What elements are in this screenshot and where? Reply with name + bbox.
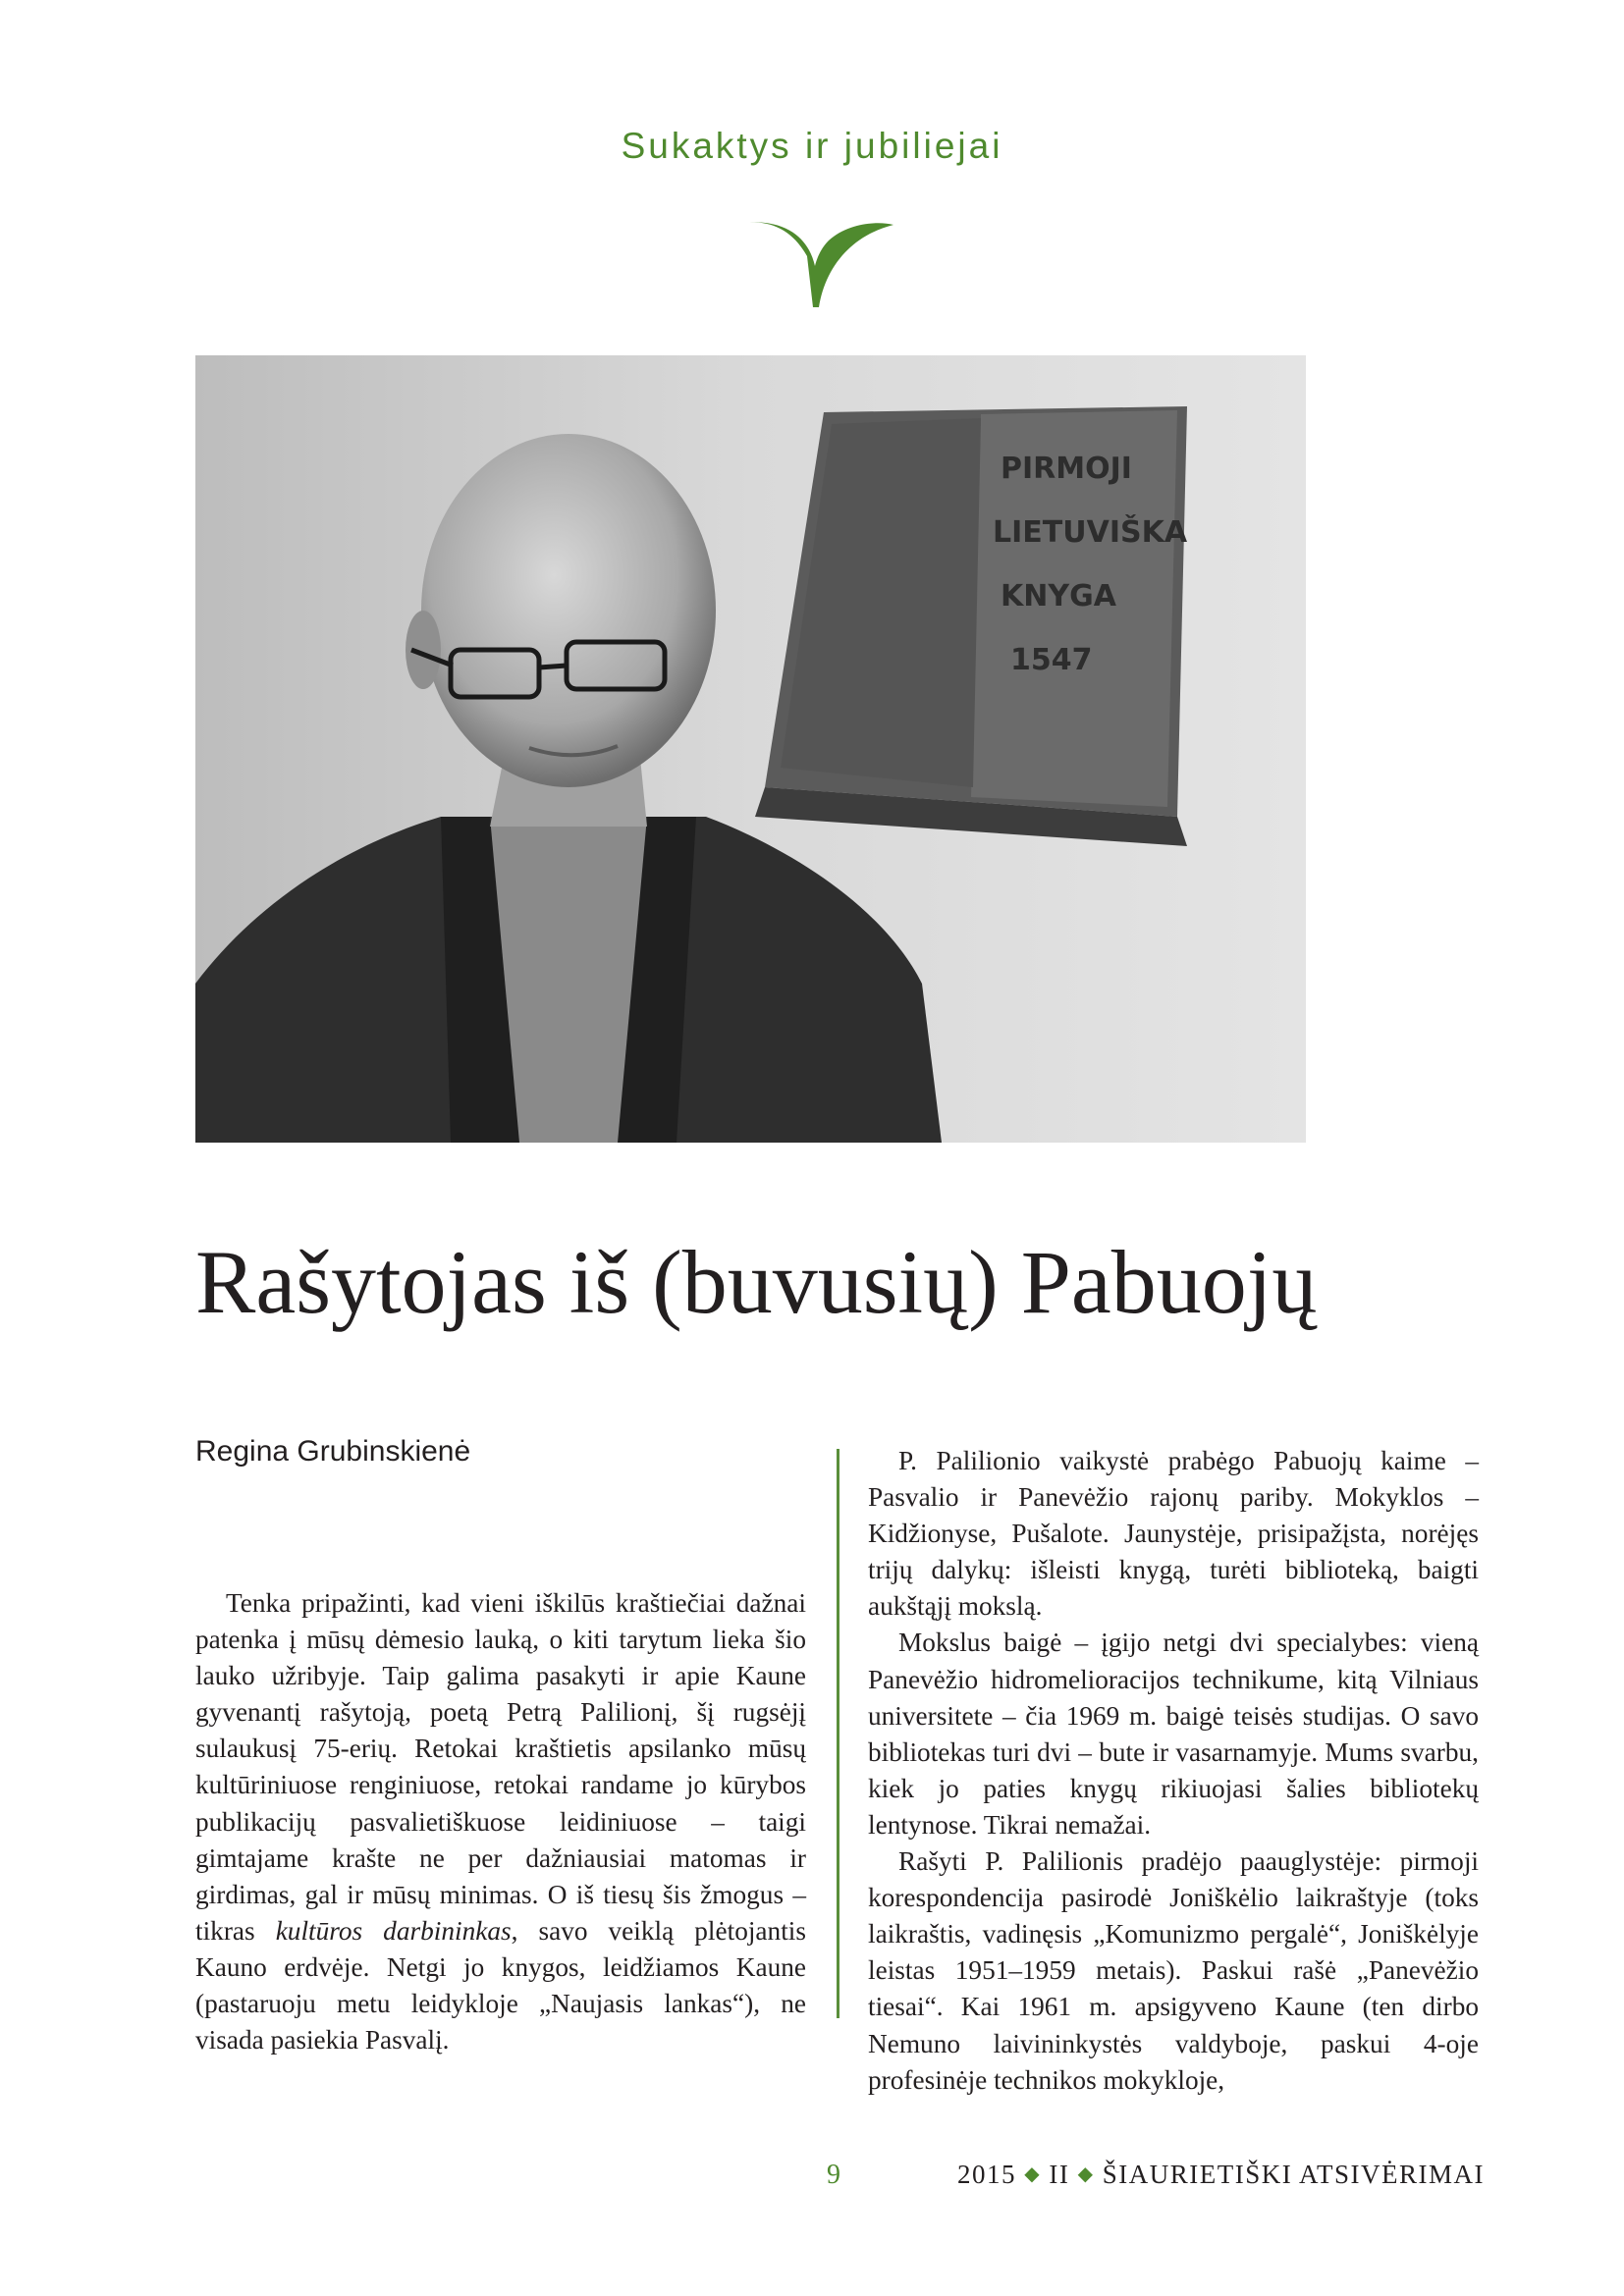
right-column [868,1443,1479,2099]
diamond-icon: ◆ [1077,2163,1095,2185]
journal-footer [957,2160,1485,2190]
paragraph: P. Palilionio vaikystė prabėgo Pabuojų kaime – Pasvalio ir Panevėžio rajonų pariby. Mokyklos – Kidžionyse, Pušalote. Jaunystėje, prisipažįsta, norėjęs trijų dalykų: išleisti knygą, turėti biblioteką, baigti aukštąjį mokslą. [868,1446,1479,1622]
diamond-icon: ◆ [1024,2163,1042,2185]
paragraph: Mokslus baigė – įgijo netgi dvi specialybes: vieną Panevėžio hidromelioracijos technikume, kitą Vilniaus universitete – čia 1969 m. baigė teisės studijas. O savo bibliotekas turi dvi – bute ir vasarnamyje. Mums svarbu, kiek jo paties knygų rikiuojasi šalies bibliotekų lentynose. Tikrai nemažai. [868,1628,1479,1840]
article-author: Regina Grubinskienė [195,1435,471,1468]
italic-phrase: kultūros darbininkas [275,1915,512,1946]
footer-journal-name: ŠIAURIETIŠKI ATSIVĖRIMAI [1102,2160,1486,2189]
plaque-line-2: LIETUVIŠKA [993,515,1188,550]
paragraph-text: , savo veiklą plėtojantis Kauno erdvėje. Netgi jo knygos, leidžiamos Kaune (pastaruoju metu leidykloje „Naujasis lankas“), ne visada pasiekia Pasvalį. [195,1915,806,2056]
paragraph [195,1585,806,2058]
page-number: 9 [827,2160,840,2190]
footer-year: 2015 [957,2160,1016,2189]
plaque-line-3: KNYGA [1001,579,1116,614]
paragraph: Rašyti P. Palilionis pradėjo paauglystėje: pirmoji korespondencija pasirodė Joniškėlio laikraštyje (toks laikraštis, vadinęsis „Komunizmo pergalė“, Joniškėlyje leistas 1951–1959 metais). Paskui rašė „Panevėžio tiesai“. Kai 1961 m. apsigyveno Kaune (ten dirbo Nemuno laivininkystės valdyboje, paskui 4-oje profesinėje technikos mokykloje, [868,1846,1479,2095]
footer-issue: II [1049,2160,1070,2189]
column-divider [837,1449,839,2018]
portrait-photo [195,355,1306,1143]
book-plaque [755,406,1188,846]
paragraph-text: Tenka pripažinti, kad vieni iškilūs kraštiečiai dažnai patenka į mūsų dėmesio lauką, o kiti tarytum lieka šio lauko užribyje. Taip galima pasakyti ir apie Kaune gyvenantį rašytoją, poetą Petrą Palilionį, šį rugsėjį sulaukusį 75-erių. Retokai kraštietis apsilanko mūsų kultūriniuose renginiuose, retokai randame jo kūrybos publikacijų pasvalietiškuose leidiniuose – taigi gimtajame krašte ne per dažniausiai matomas ir girdimas, gal ir mūsų minimas. O iš tiesų šis žmogus – tikras [195,1588,806,1946]
left-column [195,1585,806,2058]
green-v-emblem-icon [731,211,897,309]
section-title: Sukaktys ir jubiliejai [621,126,1003,166]
plaque-line-4: 1547 [1010,643,1093,677]
article-title: Rašytojas iš (buvusių) Pabuojų [195,1232,1318,1332]
plaque-line-1: PIRMOJI [1001,452,1132,486]
